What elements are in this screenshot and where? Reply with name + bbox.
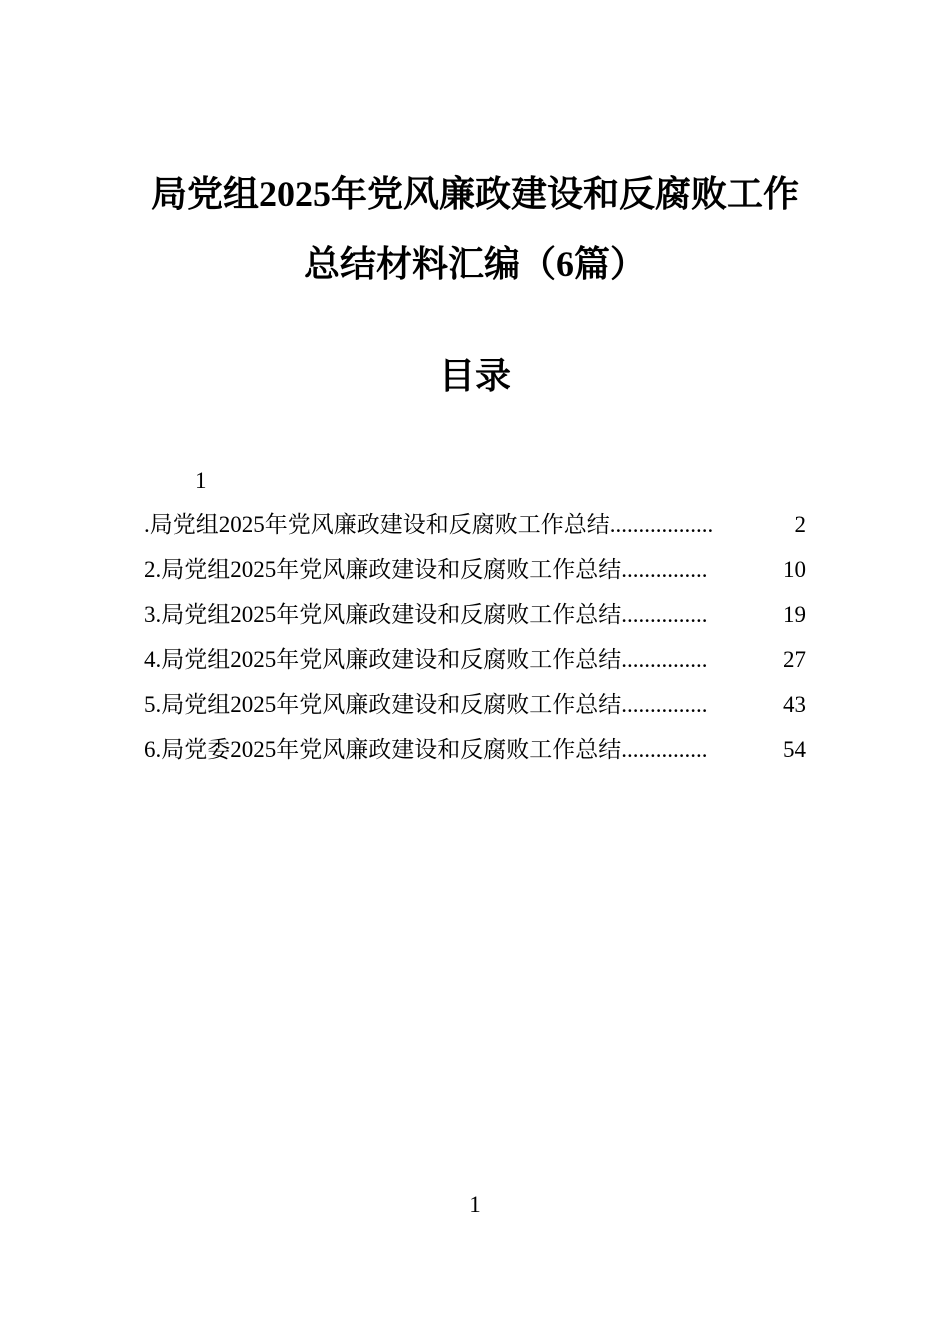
toc-entry[interactable] [144, 735, 806, 780]
toc-entry-leader: ............... [621, 647, 708, 672]
toc-entry[interactable] [144, 690, 806, 735]
toc-entry[interactable] [144, 645, 806, 690]
page-number: 1 [469, 1192, 481, 1217]
toc-entry-title: 4.局党组2025年党风廉政建设和反腐败工作总结 [144, 647, 622, 672]
toc-entry-leader: .................. [609, 512, 714, 537]
toc-list [144, 510, 806, 780]
toc-entry-title: 6.局党委2025年党风廉政建设和反腐败工作总结 [144, 737, 622, 762]
toc-entry-title: .局党组2025年党风廉政建设和反腐败工作总结 [144, 512, 610, 537]
toc-entry-page: 27 [783, 647, 806, 672]
toc-entry-page: 43 [783, 692, 806, 717]
toc-entry[interactable] [144, 510, 806, 555]
document-title-line-2: 总结材料汇编（6篇） [303, 244, 646, 284]
toc-entry[interactable] [144, 555, 806, 600]
toc-entry-page: 2 [794, 512, 806, 537]
toc-entry-title: 3.局党组2025年党风廉政建设和反腐败工作总结 [144, 602, 622, 627]
document-title-line-1: 局党组2025年党风廉政建设和反腐败工作 [150, 174, 799, 214]
toc-entry[interactable] [144, 600, 806, 645]
toc-entry-leader: ............... [621, 737, 708, 762]
toc-entry-leader: ............... [621, 602, 708, 627]
toc-heading: 目录 [438, 356, 511, 396]
toc-entry-page: 10 [783, 557, 806, 582]
toc-entry-page: 19 [783, 602, 806, 627]
toc-entry-leader: ............... [621, 557, 708, 582]
toc-entry-page: 54 [783, 737, 806, 762]
toc-entry-leader: ............... [621, 692, 708, 717]
toc-entry-title: 5.局党组2025年党风廉政建设和反腐败工作总结 [144, 692, 622, 717]
toc-lead-number: 1 [195, 468, 207, 493]
toc-entry-title: 2.局党组2025年党风廉政建设和反腐败工作总结 [144, 557, 622, 582]
